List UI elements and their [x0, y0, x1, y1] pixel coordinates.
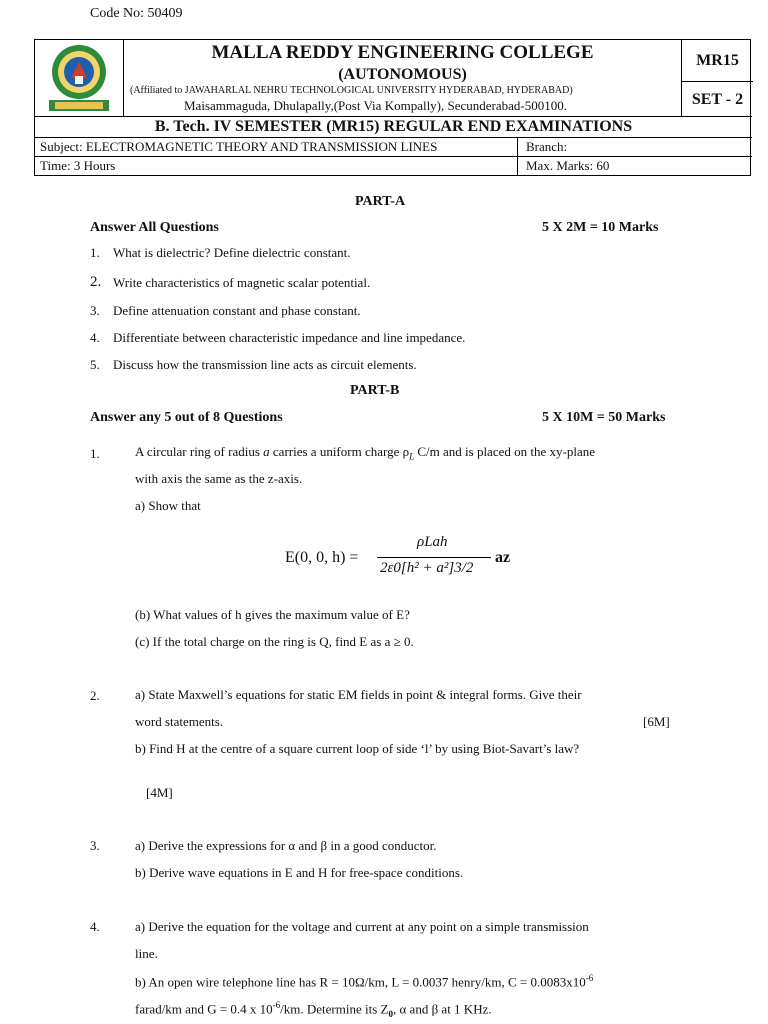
q4-b-line2-exponent: -6 [272, 1000, 281, 1010]
regulation-cell [681, 40, 752, 116]
part-a-q5-number: 5. [90, 357, 100, 372]
part-b-q1-part-b: (b) What values of h gives the maximum value of E? [135, 607, 410, 622]
part-b-q2-a-marks: [6M] [643, 714, 670, 729]
college-name: MALLA REDDY ENGINEERING COLLEGE [211, 42, 594, 63]
formula-lhs: E(0, 0, h) = [285, 549, 359, 566]
q4-b-line2-mid: /km. Determine its Z [280, 1001, 389, 1017]
q4-b-line1-exponent: -6 [585, 973, 594, 983]
part-b-q2-a-line2: word statements. [135, 714, 224, 729]
q4-impedance-subscript: 0 [388, 1008, 393, 1019]
regulation-divider [682, 81, 753, 82]
affiliation-text: (Affiliated to JAWAHARLAL NEHRU TECHNOLOGICAL UNIVERSITY HYDERABAD, HYDERABAD) [130, 85, 573, 96]
part-a-q1-text: What is dielectric? Define dielectric constant. [113, 245, 351, 260]
part-b-title: PART-B [350, 383, 400, 398]
college-logo-cell [35, 40, 124, 116]
part-b-q4-number: 4. [90, 919, 100, 934]
part-b-q3-part-a: a) Derive the expressions for α and β in a good conductor. [135, 838, 437, 853]
part-a-instruction: Answer All Questions [90, 220, 219, 235]
q4-b-line2-pre: farad/km and G = 0.4 x 10 [135, 1001, 273, 1017]
part-b-marks: 5 X 10M = 50 Marks [542, 410, 666, 425]
part-b-q1-number: 1. [90, 446, 100, 461]
autonomous-label: (AUTONOMOUS) [338, 66, 467, 83]
part-b-q2-b-marks: [4M] [146, 785, 173, 800]
part-b-q4-b-line1 [135, 973, 593, 990]
q1-charge-subscript: L [409, 451, 415, 462]
formula-denominator: 2ε0[h² + a²]3/2 [380, 560, 474, 576]
part-b-q4-b-line2 [135, 1000, 492, 1019]
part-b-q3-part-b: b) Derive wave equations in E and H for free-space conditions. [135, 865, 464, 880]
part-b-q2-a-line1: a) State Maxwell’s equations for static EM fields in point & integral forms. Give their [135, 687, 582, 702]
formula-fraction-bar [377, 557, 491, 558]
header-column-divider [517, 137, 518, 175]
q1-radius-symbol: a [263, 444, 270, 459]
formula-numerator: ρLah [417, 534, 448, 550]
part-b-q1-line2: with axis the same as the z-axis. [135, 471, 303, 486]
max-marks-label: Max. Marks: 60 [526, 158, 610, 173]
part-b-instruction: Answer any 5 out of 8 Questions [90, 410, 283, 425]
part-a-marks: 5 X 2M = 10 Marks [542, 220, 659, 235]
exam-title: B. Tech. IV SEMESTER (MR15) REGULAR END EXAMINATIONS [154, 118, 633, 135]
header-divider-2 [35, 137, 752, 138]
part-b-q4-a-line2: line. [135, 946, 158, 961]
part-b-q1-line1 [135, 444, 595, 462]
header-divider-1 [35, 116, 752, 117]
part-a-q1-number: 1. [90, 245, 100, 260]
header-divider-3 [35, 156, 752, 157]
q1-line1-pre: A circular ring of radius [135, 444, 264, 459]
q1-line1-mid: carries a uniform charge ρ [269, 444, 410, 459]
q1-line1-post: C/m and is placed on the xy-plane [414, 444, 595, 459]
code-number: Code No: 50409 [90, 6, 183, 21]
part-b-q1-part-a: a) Show that [135, 498, 201, 513]
part-b-q4-a-line1: a) Derive the equation for the voltage and current at any point on a simple transmission [135, 919, 589, 934]
field-formula [285, 532, 525, 586]
formula-unit-vector: az [495, 549, 511, 566]
college-logo [35, 40, 124, 116]
q4-b-line1-text: b) An open wire telephone line has R = 10Ω/km, L = 0.0037 henry/km, C = 0.0083x10 [135, 974, 586, 990]
part-a-title: PART-A [355, 194, 406, 209]
part-a-q4-number: 4. [90, 330, 100, 345]
set-number: SET - 2 [691, 91, 744, 108]
part-b-q1-part-c: (c) If the total charge on the ring is Q, find E as a ≥ 0. [135, 634, 414, 649]
part-a-q3-text: Define attenuation constant and phase constant. [113, 303, 361, 318]
college-address: Maisammaguda, Dhulapally,(Post Via Kompally), Secunderabad-500100. [184, 98, 567, 113]
regulation-code: MR15 [696, 52, 739, 69]
exam-header-table [34, 39, 751, 176]
time-label: Time: 3 Hours [40, 158, 116, 173]
college-info-cell [124, 40, 681, 116]
part-a-q2-text: Write characteristics of magnetic scalar potential. [113, 275, 371, 290]
part-a-q3-number: 3. [90, 303, 100, 318]
part-b-q2-number: 2. [90, 688, 100, 703]
part-a-q5-text: Discuss how the transmission line acts as circuit elements. [113, 357, 417, 372]
part-b-q2-b-line1: b) Find H at the centre of a square current loop of side ‘l’ by using Biot-Savart’s law? [135, 741, 580, 756]
branch-label: Branch: [526, 139, 568, 154]
part-b-q3-number: 3. [90, 838, 100, 853]
subject-label: Subject: ELECTROMAGNETIC THEORY AND TRANSMISSION LINES [40, 139, 438, 154]
q4-b-line2-post: , α and β at 1 KHz. [392, 1001, 492, 1017]
part-a-q4-text: Differentiate between characteristic impedance and line impedance. [113, 330, 466, 345]
part-a-q2-number: 2. [90, 274, 102, 290]
